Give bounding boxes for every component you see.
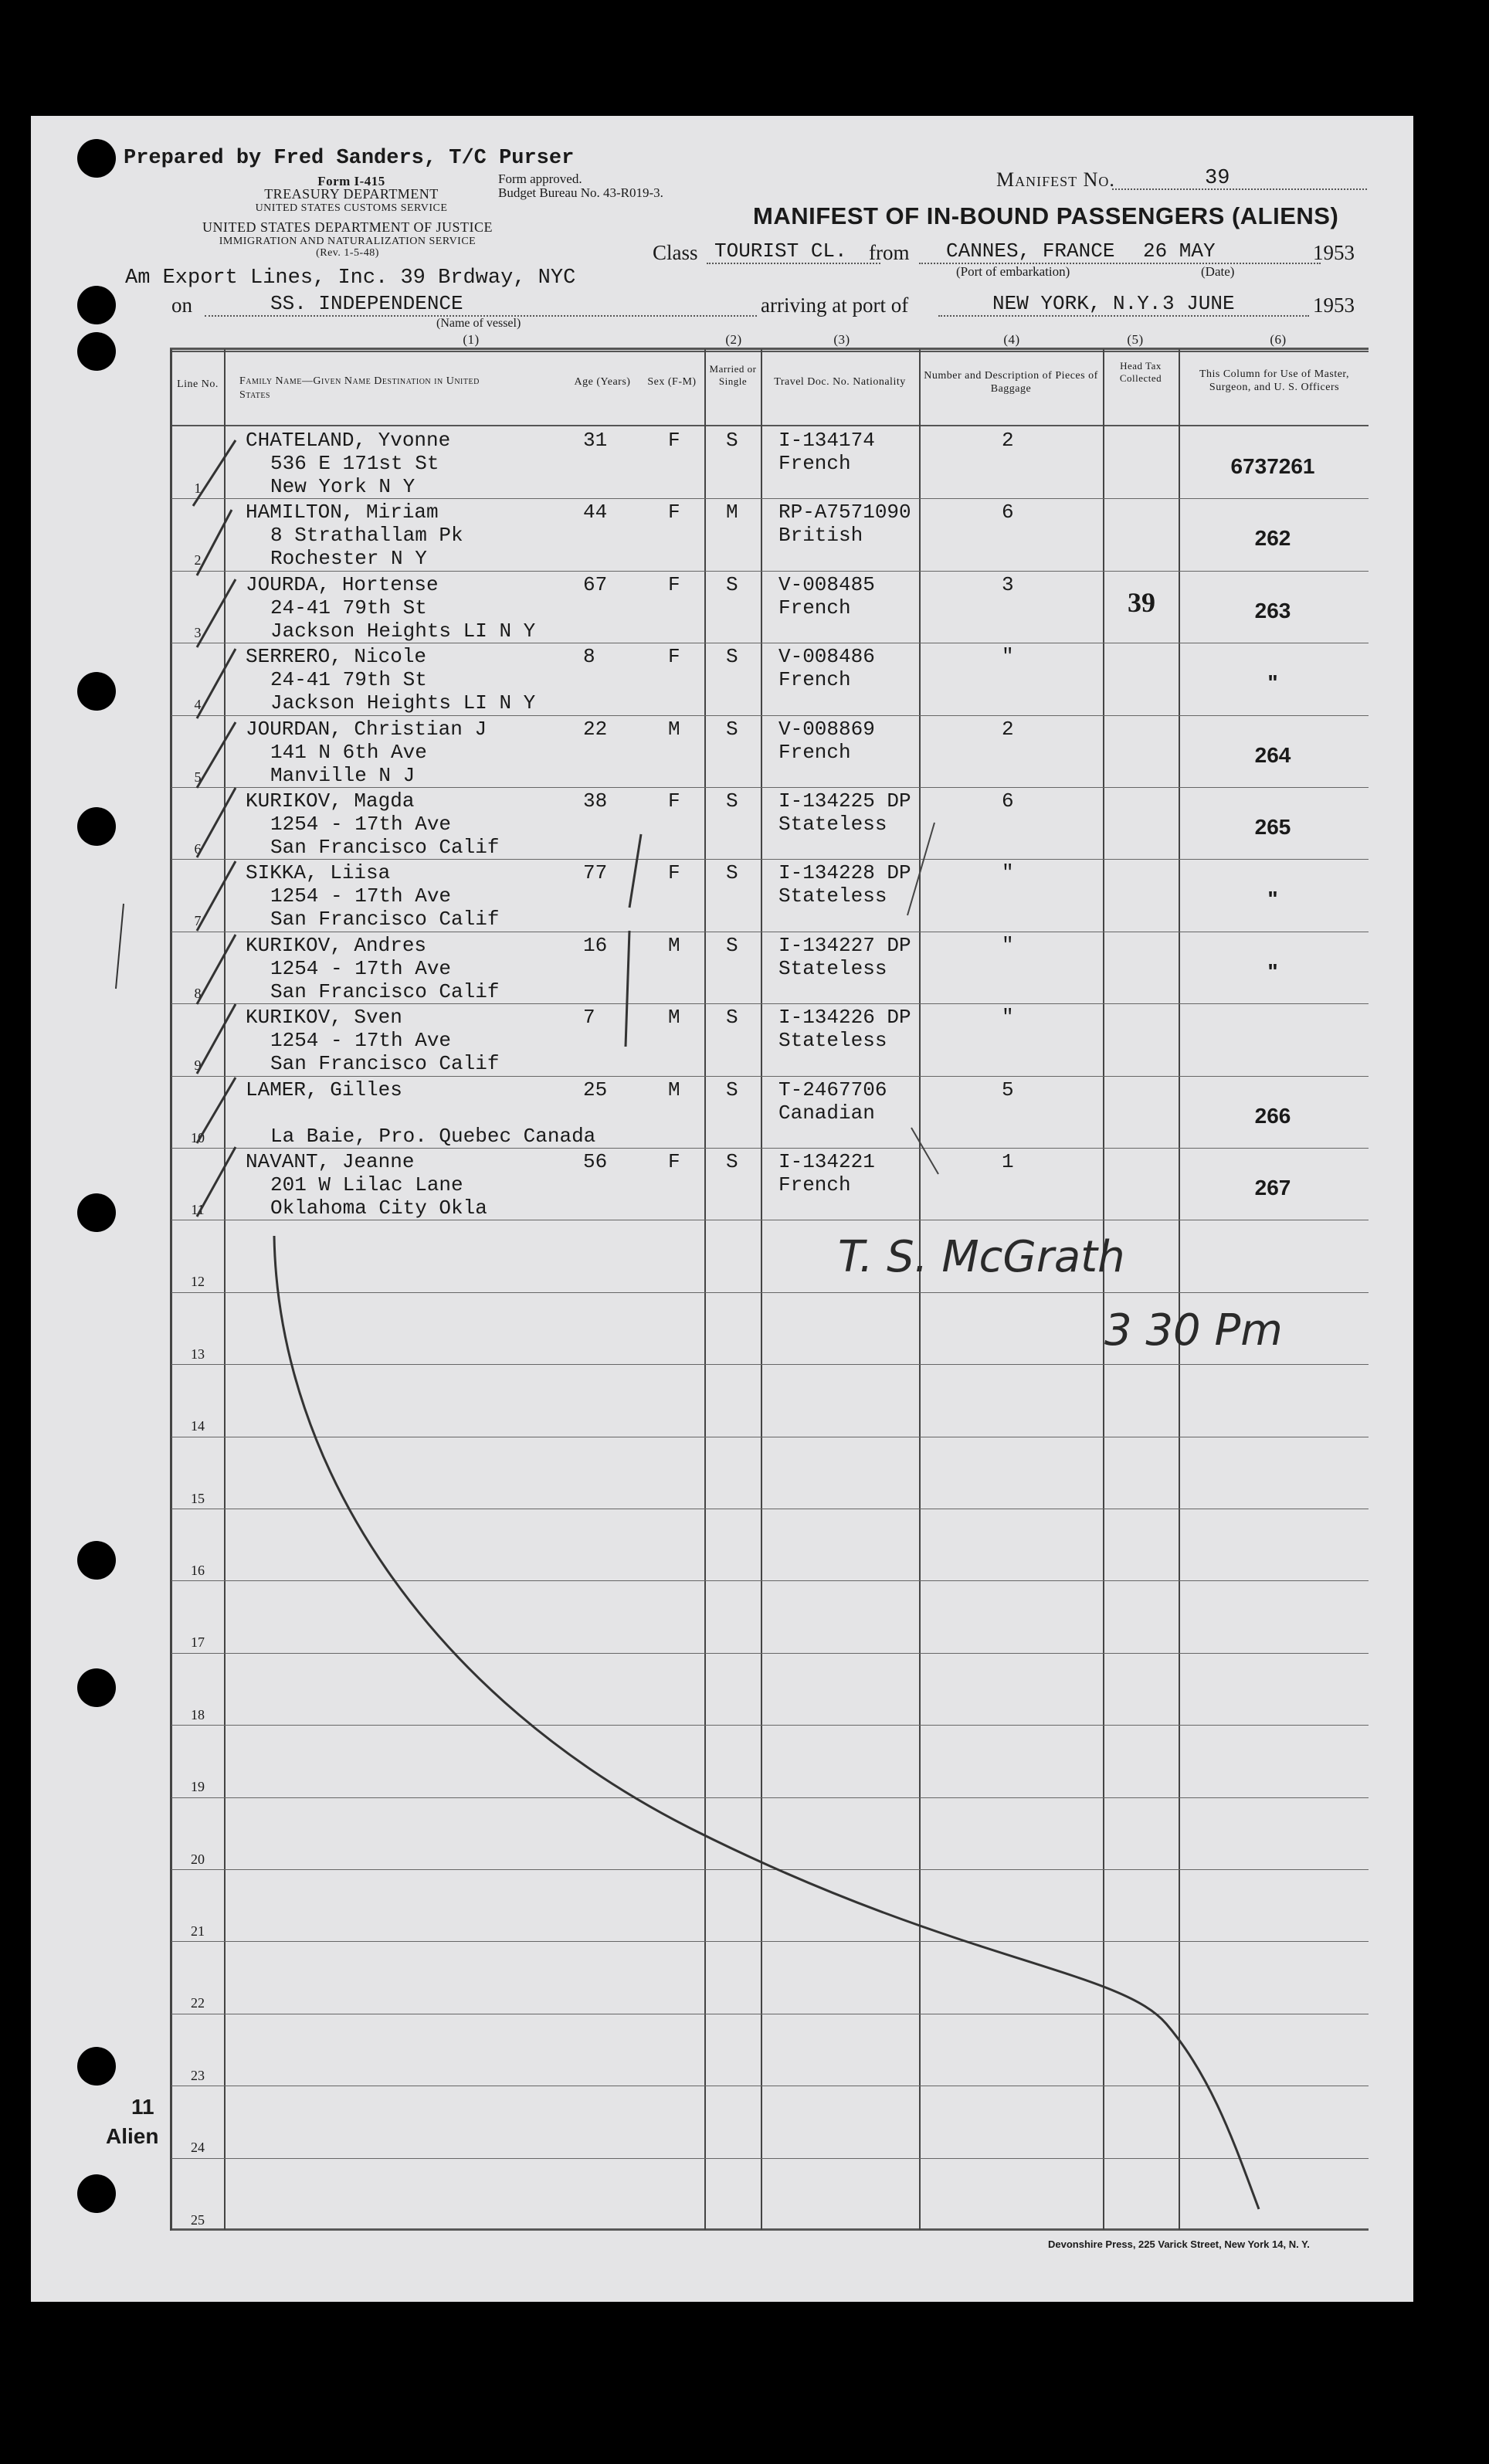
baggage-count: 2 (1002, 429, 1014, 452)
marital-status: S (726, 933, 738, 957)
travel-doc-no: V-008485 (778, 572, 875, 596)
on-label: on (171, 294, 192, 317)
passenger-name: SERRERO, Nicole (246, 645, 427, 669)
form-revision: (Rev. 1-5-48) (316, 247, 379, 259)
form-number: Form I-415 (317, 174, 385, 188)
table-top-rule (170, 348, 1369, 350)
line-number: 19 (191, 1779, 205, 1795)
line-number: 16 (191, 1563, 205, 1578)
line-number: 10 (191, 1129, 205, 1145)
age: 38 (583, 789, 608, 813)
nationality: French (778, 740, 851, 764)
passenger-name: JOURDA, Hortense (246, 572, 439, 596)
sex: M (668, 1078, 680, 1101)
row-rule (171, 1580, 1369, 1581)
treasury-dept: TREASURY DEPARTMENT (264, 186, 439, 202)
marital-status: S (726, 789, 738, 813)
arriving-label: arriving at port of (761, 294, 909, 317)
nationality: French (778, 1173, 851, 1196)
class-line (707, 263, 880, 264)
col-rule (224, 349, 226, 2230)
sex: F (668, 861, 680, 885)
address-line-1: 1254 - 17th Ave (270, 1029, 452, 1053)
passenger-name: SIKKA, Liisa (246, 861, 391, 885)
line-number: 7 (194, 913, 202, 929)
travel-doc-no: I-134227 DP (778, 933, 911, 957)
arrival-date: 3 JUNE (1162, 292, 1235, 315)
marital-status: S (726, 861, 738, 885)
year-arrival: 1953 (1313, 294, 1355, 317)
officer-notation: 263 (1254, 598, 1291, 623)
sex: M (668, 717, 680, 741)
class-label: Class (653, 241, 698, 264)
officer-notation: 264 (1254, 742, 1291, 767)
officer-notation: " (1267, 670, 1278, 695)
travel-doc-no: T-2467706 (778, 1078, 887, 1101)
address-line-2: San Francisco Calif (270, 979, 500, 1003)
address-line-2: San Francisco Calif (270, 836, 500, 859)
nationality: Stateless (778, 1029, 887, 1053)
line-number: 17 (191, 1634, 205, 1651)
date-caption: (Date) (1201, 264, 1235, 279)
address-line-2: Manville N J (270, 763, 415, 787)
col-header-line: Line No. (177, 378, 219, 390)
age: 16 (583, 933, 608, 957)
passenger-name: KURIKOV, Sven (246, 1006, 402, 1030)
binder-hole (77, 2047, 116, 2086)
age: 22 (583, 717, 608, 741)
line-number: 20 (191, 1851, 205, 1867)
binder-hole (77, 1193, 116, 1232)
sex: F (668, 789, 680, 813)
binder-hole (77, 1541, 116, 1580)
form-approved: Form approved. (498, 171, 582, 186)
col-header-baggage: Number and Description of Pieces of Baggage (924, 370, 1098, 395)
address-line-1: 24-41 79th St (270, 668, 427, 692)
sex: F (668, 1150, 680, 1173)
nationality: French (778, 668, 851, 692)
travel-doc-no: I-134225 DP (778, 789, 911, 813)
passenger-name: JOURDAN, Christian J (246, 717, 487, 741)
age: 25 (583, 1078, 608, 1101)
col-header-travel: Travel Doc. No. Nationality (774, 376, 906, 388)
officer-notation: " (1267, 959, 1278, 983)
col-number-4: (4) (1003, 332, 1020, 347)
binder-hole (77, 332, 116, 371)
address-line-1: 1254 - 17th Ave (270, 884, 452, 908)
travel-doc-no: I-134228 DP (778, 861, 911, 885)
side-count: 11 (131, 2095, 154, 2119)
marital-status: S (726, 1150, 738, 1173)
baggage-count: " (1002, 645, 1014, 669)
col-header-sex: Sex (F-M) (647, 376, 697, 388)
travel-doc-no: I-134226 DP (778, 1006, 911, 1030)
nationality: Canadian (778, 1101, 875, 1125)
baggage-count: 6 (1002, 501, 1014, 524)
address-line-2: Rochester N Y (270, 547, 427, 571)
col-header-officers: This Column for Use of Master, Surgeon, and U. S. Officers (1199, 368, 1350, 393)
row-rule (171, 1869, 1369, 1870)
manifest-title: MANIFEST OF IN-BOUND PASSENGERS (ALIENS) (753, 202, 1339, 229)
baggage-count: 3 (1002, 572, 1014, 596)
address-line-2: La Baie, Pro. Quebec Canada (270, 1124, 596, 1148)
line-number: 23 (191, 2067, 205, 2083)
line-number: 11 (191, 1202, 205, 1217)
marital-status: S (726, 645, 738, 669)
line-number: 18 (191, 1706, 205, 1722)
age: 77 (583, 861, 608, 885)
handwritten-signature: T. S. McGrath (838, 1232, 1125, 1282)
sex: M (668, 933, 680, 957)
row-rule (171, 1292, 1369, 1293)
officer-notation: " (1267, 887, 1278, 911)
baggage-count: 6 (1002, 789, 1014, 813)
baggage-count: " (1002, 933, 1014, 957)
col-rule (704, 349, 706, 2230)
travel-doc-no: I-134174 (778, 429, 875, 452)
travel-doc-no: V-008486 (778, 645, 875, 669)
col-rule (170, 349, 172, 2230)
line-number: 5 (194, 769, 202, 785)
from-label: from (869, 241, 910, 264)
line-number: 24 (191, 2140, 205, 2156)
binder-hole (77, 286, 116, 324)
baggage-count: 5 (1002, 1078, 1014, 1101)
age: 44 (583, 501, 608, 524)
baggage-count: 2 (1002, 717, 1014, 741)
line-number: 4 (194, 697, 202, 713)
officer-notation: 266 (1254, 1103, 1291, 1128)
marital-status: S (726, 429, 738, 452)
handwritten-time: 3 30 Pm (1104, 1305, 1283, 1356)
col-number-5: (5) (1127, 332, 1144, 347)
passenger-name: HAMILTON, Miriam (246, 501, 439, 524)
address-line-1: 1254 - 17th Ave (270, 813, 452, 836)
year-departure: 1953 (1313, 241, 1355, 264)
from-port: CANNES, FRANCE (946, 239, 1115, 263)
row-rule (171, 1797, 1369, 1798)
address-line-2: Oklahoma City Okla (270, 1196, 487, 1220)
marital-status: S (726, 1078, 738, 1101)
officer-notation: 267 (1254, 1176, 1291, 1200)
prepared-by: Prepared by Fred Sanders, T/C Purser (124, 147, 575, 170)
col-header-headtax: Head Tax Collected (1119, 360, 1162, 384)
col-number-6: (6) (1270, 332, 1287, 347)
nationality: Stateless (778, 813, 887, 836)
vessel-caption: (Name of vessel) (436, 317, 521, 330)
officer-notation: 265 (1254, 815, 1291, 839)
binder-hole (77, 139, 116, 178)
from-date: 26 MAY (1143, 239, 1216, 263)
line-number: 13 (191, 1346, 205, 1362)
shipping-line: Am Export Lines, Inc. 39 Brdway, NYC (125, 266, 576, 290)
nationality: French (778, 596, 851, 619)
address-line-1: 536 E 171st St (270, 452, 439, 475)
binder-hole (77, 1668, 116, 1707)
manifest-no-line (1112, 188, 1367, 190)
head-tax: 39 (1128, 586, 1155, 618)
class-value: TOURIST CL. (714, 239, 847, 263)
nationality: Stateless (778, 956, 887, 980)
col-rule (919, 349, 921, 2230)
officer-notation: 6737261 (1230, 454, 1315, 478)
justice-dept: UNITED STATES DEPARTMENT OF JUSTICE (202, 219, 493, 235)
address-line-1: 1254 - 17th Ave (270, 956, 452, 980)
line-number: 25 (191, 2211, 205, 2228)
col-header-name: Family Name—Given Name Destination in United States (239, 375, 480, 401)
age: 56 (583, 1150, 608, 1173)
row-rule (171, 1364, 1369, 1365)
table-header-rule (170, 425, 1369, 426)
sex: F (668, 429, 680, 452)
address-line-2: San Francisco Calif (270, 1052, 500, 1076)
address-line-2: New York N Y (270, 475, 415, 498)
table-top-rule (170, 351, 1369, 352)
line-number: 2 (194, 552, 202, 568)
line-number: 9 (194, 1057, 202, 1074)
marital-status: S (726, 572, 738, 596)
passenger-name: KURIKOV, Magda (246, 789, 415, 813)
travel-doc-no: I-134221 (778, 1150, 875, 1173)
passenger-name: NAVANT, Jeanne (246, 1150, 415, 1173)
line-number: 22 (191, 1995, 205, 2011)
row-rule (171, 2230, 1369, 2231)
passenger-name: KURIKOV, Andres (246, 933, 427, 957)
baggage-count: " (1002, 861, 1014, 885)
col-rule (761, 349, 762, 2230)
nationality: Stateless (778, 884, 887, 908)
customs-service: UNITED STATES CUSTOMS SERVICE (255, 202, 448, 214)
arrival-port: NEW YORK, N.Y. (992, 292, 1162, 315)
passenger-name: CHATELAND, Yvonne (246, 429, 451, 452)
age: 8 (583, 645, 595, 669)
line-number: 6 (194, 841, 202, 857)
ins-service: IMMIGRATION AND NATURALIZATION SERVICE (219, 236, 477, 247)
sex: F (668, 572, 680, 596)
nationality: French (778, 452, 851, 475)
col-rule (1179, 349, 1180, 2230)
sex: F (668, 501, 680, 524)
col-header-age: Age (Years) (574, 376, 631, 388)
officer-notation: 262 (1254, 526, 1291, 551)
line-number: 3 (194, 624, 202, 640)
address-line-1: 201 W Lilac Lane (270, 1173, 463, 1196)
baggage-count: 1 (1002, 1150, 1014, 1173)
manifest-sheet (31, 116, 1413, 2302)
line-number: 14 (191, 1418, 205, 1434)
sex: M (668, 1006, 680, 1030)
line-number: 8 (194, 985, 202, 1001)
binder-hole (77, 672, 116, 711)
line-number: 12 (191, 1274, 205, 1290)
address-line-2: Jackson Heights LI N Y (270, 619, 536, 643)
marital-status: M (726, 501, 738, 524)
nationality: British (778, 524, 863, 548)
baggage-count: " (1002, 1006, 1014, 1030)
manifest-no-label: Manifest No. (996, 168, 1115, 191)
row-rule (171, 1725, 1369, 1726)
budget-bureau: Budget Bureau No. 43-R019-3. (498, 185, 663, 200)
binder-hole (77, 807, 116, 846)
side-label: Alien (106, 2124, 159, 2148)
manifest-no: 39 (1205, 167, 1230, 190)
vessel-name: SS. INDEPENDENCE (270, 292, 463, 315)
age: 7 (583, 1006, 595, 1030)
travel-doc-no: RP-A7571090 (778, 501, 911, 524)
line-number: 1 (194, 480, 202, 496)
address-line-2: Jackson Heights LI N Y (270, 691, 536, 715)
row-rule (171, 1653, 1369, 1654)
printer-credit: Devonshire Press, 225 Varick Street, New York 14, N. Y. (1048, 2238, 1310, 2250)
row-rule (171, 2158, 1369, 2159)
arrival-line (938, 315, 1309, 317)
travel-doc-no: V-008869 (778, 717, 875, 741)
marital-status: S (726, 717, 738, 741)
col-number-2: (2) (725, 332, 742, 347)
port-embark-caption: (Port of embarkation) (956, 264, 1070, 279)
line-number: 21 (191, 1923, 205, 1939)
binder-hole (77, 2174, 116, 2213)
age: 67 (583, 572, 608, 596)
marital-status: S (726, 1006, 738, 1030)
passenger-name: LAMER, Gilles (246, 1078, 402, 1101)
line-number: 15 (191, 1490, 205, 1506)
address-line-1: 8 Strathallam Pk (270, 524, 463, 548)
address-line-1: 24-41 79th St (270, 596, 427, 619)
col-rule (1103, 349, 1104, 2230)
age: 31 (583, 429, 608, 452)
col-number-1: (1) (463, 332, 480, 347)
address-line-1: 141 N 6th Ave (270, 740, 427, 764)
col-header-married: Married or Single (709, 363, 757, 387)
address-line-2: San Francisco Calif (270, 908, 500, 932)
sex: F (668, 645, 680, 669)
col-number-3: (3) (833, 332, 850, 347)
row-rule (171, 1941, 1369, 1942)
